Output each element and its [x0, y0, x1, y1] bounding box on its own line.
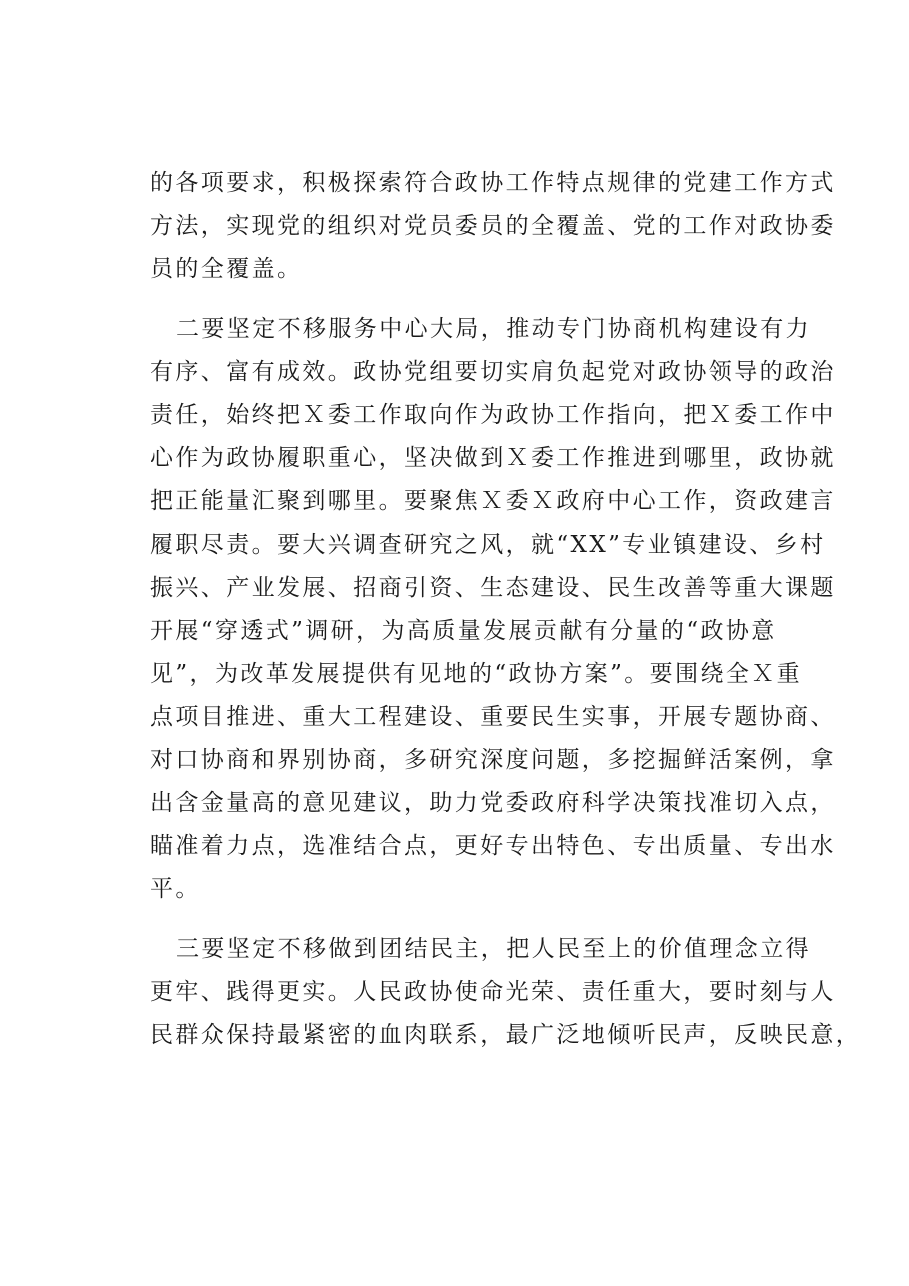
- text-line: 瞄准着力点，选准结合点，更好专出特色、专出质量、专出水: [150, 833, 836, 859]
- text-line: 对口协商和界别协商，多研究深度问题，多挖掘鲜活案例，拿: [150, 747, 836, 773]
- text-line: 振兴、产业发展、招商引资、生态建设、民生改善等重大课题: [150, 575, 836, 601]
- text-line: 把正能量汇聚到哪里。要聚焦Ｘ委Ｘ政府中心工作，资政建言: [150, 488, 836, 514]
- text-line: 出含金量高的意见建议，助力党委政府科学决策找准切入点，: [150, 790, 836, 816]
- text-line: 有序、富有成效。政协党组要切实肩负起党对政协领导的政治: [150, 359, 836, 385]
- text-line: 点项目推进、重大工程建设、重要民生实事，开展专题协商、: [150, 704, 836, 730]
- paragraph-first-line: 三要坚定不移做到团结民主，把人民至上的价值理念立得: [176, 936, 811, 962]
- text-line: 责任，始终把Ｘ委工作取向作为政协工作指向，把Ｘ委工作中: [150, 402, 836, 428]
- text-line: 员的全覆盖。: [150, 256, 303, 282]
- text-line: 民群众保持最紧密的血肉联系，最广泛地倾听民声，反映民意，: [150, 1022, 862, 1048]
- text-line: 心作为政协履职重心，坚决做到Ｘ委工作推进到哪里，政协就: [150, 445, 836, 471]
- text-line: 平。: [150, 876, 201, 902]
- text-line: 见”，为改革发展提供有见地的“政协方案”。要围绕全Ｘ重: [150, 661, 803, 687]
- text-line: 履职尽责。要大兴调查研究之风，就“XX”专业镇建设、乡村: [150, 532, 826, 558]
- text-line: 的各项要求，积极探索符合政协工作特点规律的党建工作方式: [150, 170, 836, 196]
- paragraph-first-line: 二要坚定不移服务中心大局，推动专门协商机构建设有力: [176, 316, 811, 342]
- text-line: 方法，实现党的组织对党员委员的全覆盖、党的工作对政协委: [150, 213, 836, 239]
- text-line: 更牢、践得更实。人民政协使命光荣、责任重大，要时刻与人: [150, 979, 836, 1005]
- text-line: 开展“穿透式”调研，为高质量发展贡献有分量的“政协意: [150, 618, 777, 644]
